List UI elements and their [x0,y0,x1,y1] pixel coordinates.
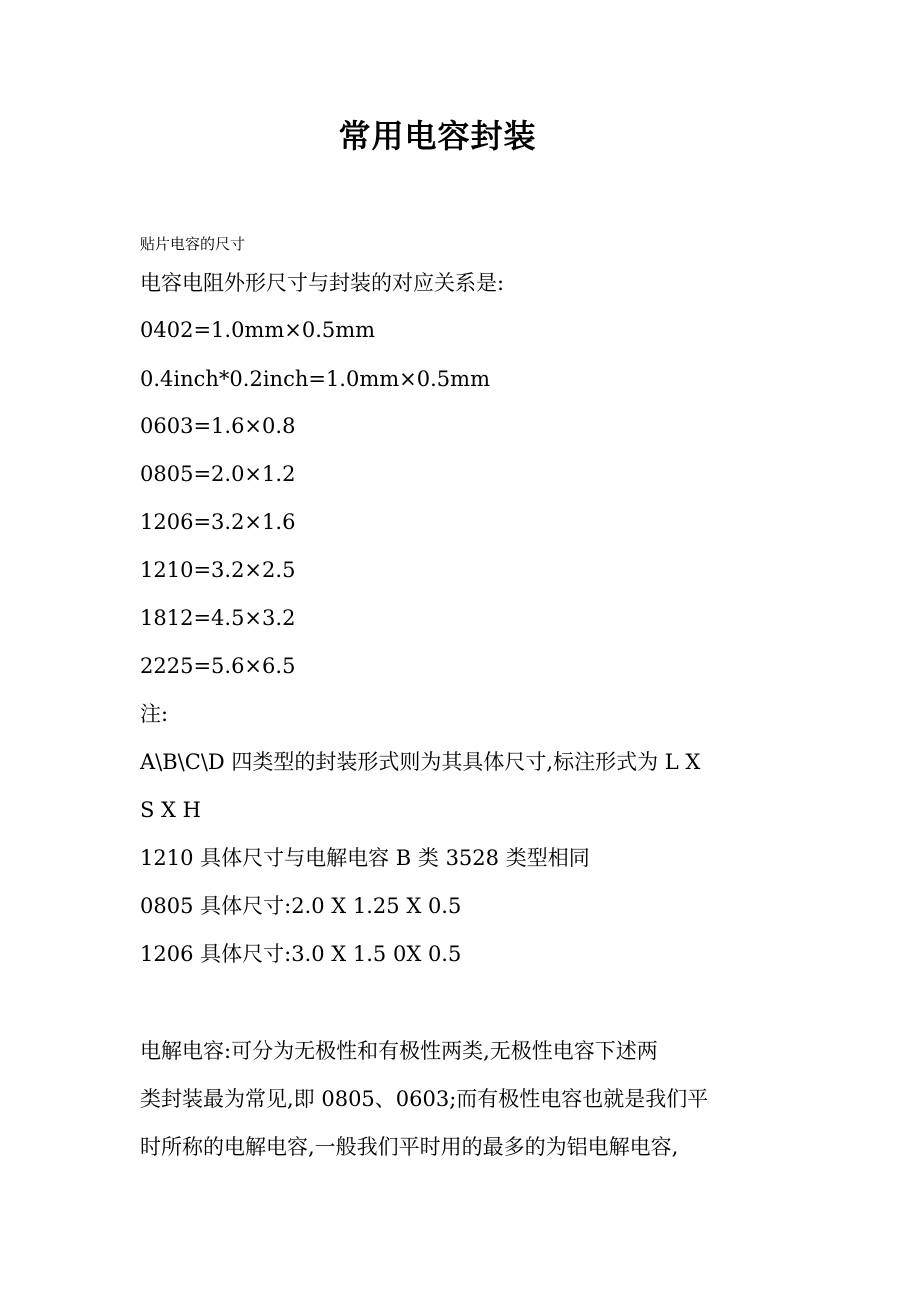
text-line: 0805=2.0×1.2 [140,462,296,486]
text-line: 0402=1.0mm×0.5mm [140,318,376,342]
text-line: 类封装最为常见,即 0805、0603;而有极性电容也就是我们平 [140,1087,709,1111]
text-line: S X H [140,798,202,822]
text-line: A\B\C\D 四类型的封装形式则为其具体尺寸,标注形式为 L X [140,750,701,774]
text-line: 注: [140,702,169,726]
text-line: 0603=1.6×0.8 [140,414,296,438]
text-line: 2225=5.6×6.5 [140,654,296,678]
document-subtitle: 贴片电容的尺寸 [140,235,246,253]
text-line: 电解电容:可分为无极性和有极性两类,无极性电容下述两 [140,1039,658,1063]
text-line: 电容电阻外形尺寸与封装的对应关系是: [140,271,505,295]
text-line: 1206=3.2×1.6 [140,510,296,534]
text-line: 1812=4.5×3.2 [140,606,296,630]
text-line: 时所称的电解电容,一般我们平时用的最多的为铝电解电容, [140,1135,679,1159]
text-line: 1206 具体尺寸:3.0 X 1.5 0X 0.5 [140,942,462,966]
text-line: 1210=3.2×2.5 [140,558,296,582]
text-line: 0.4inch*0.2inch=1.0mm×0.5mm [140,367,490,391]
text-line: 0805 具体尺寸:2.0 X 1.25 X 0.5 [140,894,462,918]
text-line: 1210 具体尺寸与电解电容 B 类 3528 类型相同 [140,846,590,870]
document-title: 常用电容封装 [338,117,537,155]
